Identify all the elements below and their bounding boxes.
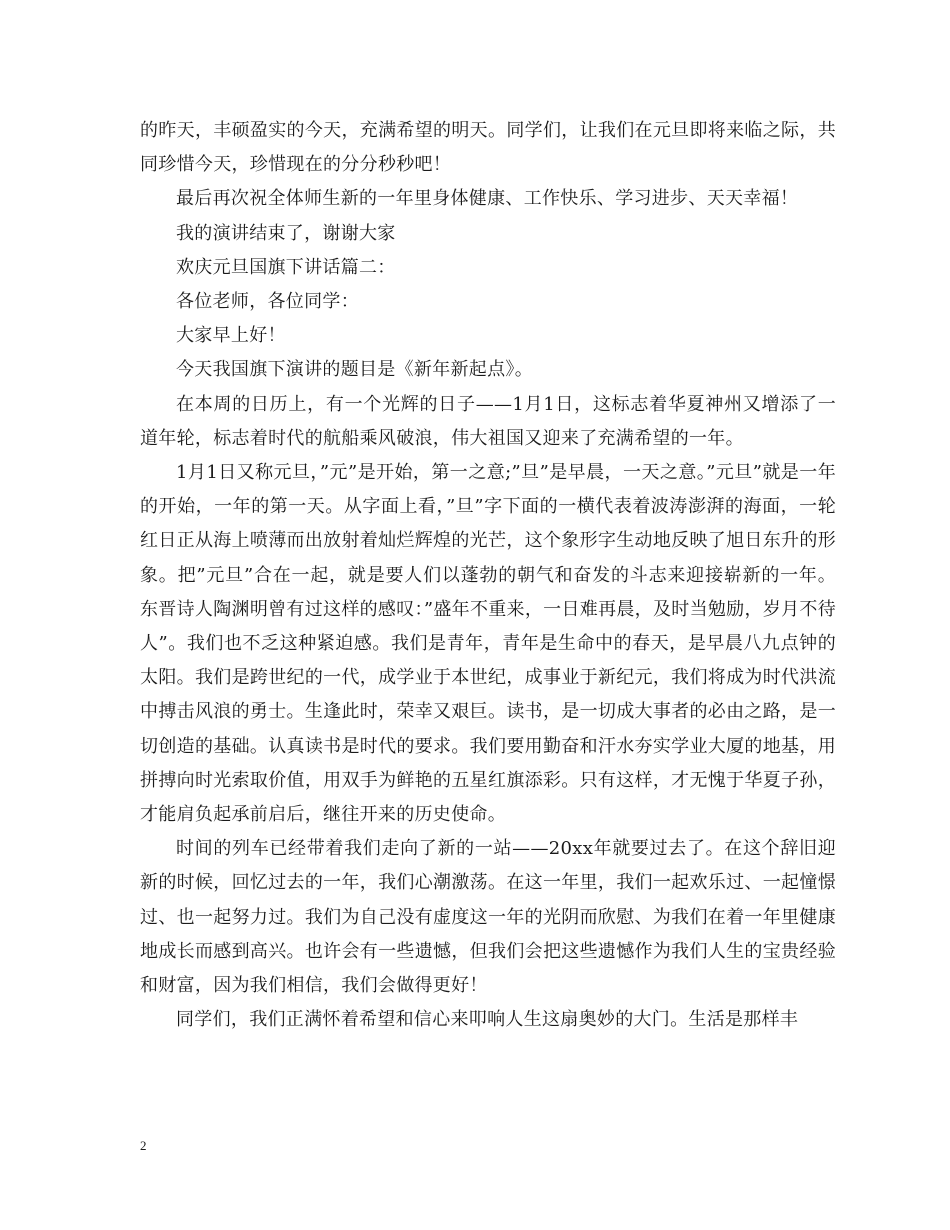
- paragraph: 在本周的日历上，有一个光辉的日子——1月1日，这标志着华夏神州又增添了一道年轮，标志着时代的航船乘风破浪，伟大祖国又迎来了充满希望的一年。: [140, 393, 836, 449]
- paragraph: 最后再次祝全体师生新的一年里身体健康、工作快乐、学习进步、天天幸福！: [176, 188, 799, 210]
- salutation: 各位老师，各位同学：: [176, 291, 359, 313]
- greeting: 大家早上好！: [176, 325, 286, 347]
- paragraph: 我的演讲结束了，谢谢大家: [176, 222, 396, 244]
- paragraph: 今天我国旗下演讲的题目是《新年新起点》。: [176, 359, 533, 381]
- paragraph: 的昨天，丰硕盈实的今天，充满希望的明天。同学们，让我们在元旦即将来临之际，共同珍惜今天，珍惜现在的分分秒秒吧！: [140, 120, 836, 176]
- section-heading: 欢庆元旦国旗下讲话篇二：: [176, 256, 396, 278]
- paragraph: 时间的列车已经带着我们走向了新的一站——20xx年就要过去了。在这个辞旧迎新的时候，回忆过去的一年，我们心潮激荡。在这一年里，我们一起欢乐过、一起憧憬过、也一起努力过。我们为自己没有虚度这一年的光阴而欣慰、为我们在着一年里健康地成长而感到高兴。也许会有一些遗憾，但我们会把这些遗憾作为我们人生的宝贵经验和财富，因为我们相信，我们会做得更好！: [140, 838, 836, 997]
- paragraph: 1月1日又称元旦，”元”是开始，第一之意;”旦”是早晨，一天之意。”元旦”就是一年的开始，一年的第一天。从字面上看，”旦”字下面的一横代表着波涛澎湃的海面，一轮红日正从海上喷薄而出放射着灿烂辉煌的光芒，这个象形字生动地反映了旭日东升的形象。把”元旦”合在一起，就是要人们以蓬勃的朝气和奋发的斗志来迎接崭新的一年。 东晋诗人陶渊明曾有过这样的感叹：”盛年不重来，一日难再晨，及时当勉励，岁月不待人”。我们也不乏这种紧迫感。我们是青年，青年是生命中的春天，是早晨八九点钟的太阳。我们是跨世纪的一代，成学业于本世纪，成事业于新纪元，我们将成为时代洪流中搏击风浪的勇士。生逢此时，荣幸又艰巨。读书，是一切成大事者的必由之路，是一切创造的基础。认真读书是时代的要求。我们要用勤奋和汗水夯实学业大厦的地基，用拼搏向时光索取价值，用双手为鲜艳的五星红旗添彩。只有这样，才无愧于华夏子孙，才能肩负起承前启后，继往开来的历史使命。: [140, 462, 836, 826]
- page-number: 2: [140, 1138, 147, 1153]
- paragraph: 同学们，我们正满怀着希望和信心来叩响人生这扇奥妙的大门。生活是那样丰: [176, 1009, 799, 1031]
- document-body: [140, 114, 836, 1037]
